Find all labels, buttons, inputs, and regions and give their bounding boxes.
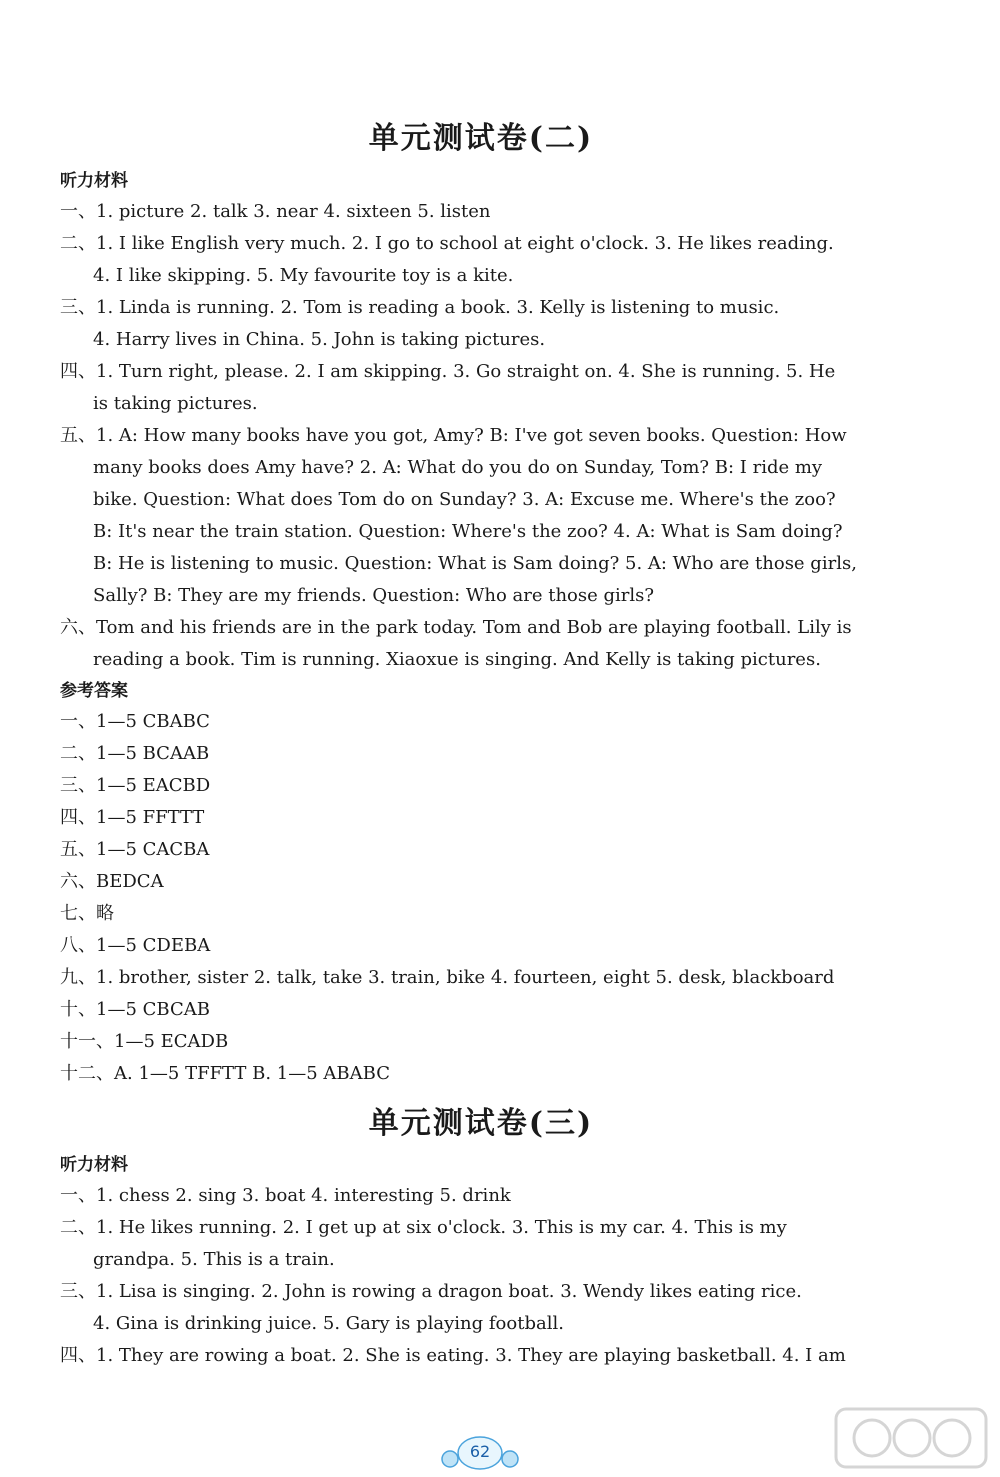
test2-listening-line: 六、Tom and his friends are in the park today. Tom and Bob are playing football. Lily is	[60, 617, 852, 638]
page-number-badge	[440, 1435, 520, 1471]
test2-listening-line: many books does Amy have? 2. A: What do you do on Sunday, Tom? B: I ride my	[93, 457, 823, 478]
test2-listening-line: Sally? B: They are my friends. Question: Who are those girls?	[93, 585, 655, 606]
test3-listening-line: grandpa. 5. This is a train.	[93, 1249, 335, 1270]
test2-listening-line: reading a book. Tim is running. Xiaoxue is singing. And Kelly is taking pictures.	[93, 649, 821, 670]
test2-answer-line: 八、1—5 CDEBA	[60, 935, 211, 956]
test2-title: 单元测试卷(二)	[368, 121, 594, 156]
test3-listening-header: 听力材料	[60, 1155, 128, 1175]
test3-listening-list	[60, 1180, 902, 1372]
test2-answer-line: 十、1—5 CBCAB	[60, 999, 210, 1020]
test2-listening-line: 二、1. I like English very much. 2. I go to school at eight o'clock. 3. He likes reading.	[60, 233, 834, 254]
test3-listening-line: 4. Gina is drinking juice. 5. Gary is playing football.	[93, 1313, 564, 1334]
test3-listening-line: 一、1. chess 2. sing 3. boat 4. interesting 5. drink	[60, 1185, 511, 1206]
test2-answer-line: 二、1—5 BCAAB	[60, 743, 210, 764]
test2-listening-line: B: He is listening to music. Question: What is Sam doing? 5. A: Who are those girls,	[93, 553, 857, 574]
test2-section	[60, 166, 902, 1090]
test2-answer-line: 七、略	[60, 903, 114, 924]
test2-answer-line: 五、1—5 CACBA	[60, 839, 210, 860]
test2-listening-header: 听力材料	[60, 171, 128, 191]
test3-title: 单元测试卷(三)	[368, 1106, 594, 1141]
test2-listening-line: bike. Question: What does Tom do on Sunday? 3. A: Excuse me. Where's the zoo?	[93, 489, 836, 510]
test2-answers-header: 参考答案	[60, 681, 128, 701]
test2-answer-line: 六、BEDCA	[60, 871, 164, 892]
test2-listening-line: 四、1. Turn right, please. 2. I am skipping. 3. Go straight on. 4. She is running. 5. He	[60, 361, 836, 382]
test2-answer-line: 四、1—5 FFTTT	[60, 807, 205, 828]
test2-listening-line: is taking pictures.	[93, 393, 258, 414]
test3-listening-line: 三、1. Lisa is singing. 2. John is rowing a dragon boat. 3. Wendy likes eating rice.	[60, 1281, 802, 1302]
test3-listening-line: 二、1. He likes running. 2. I get up at six o'clock. 3. This is my car. 4. This is my	[60, 1217, 787, 1238]
watermark-logo-icon	[832, 1403, 992, 1473]
test2-answer-line: 十一、1—5 ECADB	[60, 1031, 229, 1052]
test2-listening-line: 4. Harry lives in China. 5. John is taking pictures.	[93, 329, 546, 350]
page-number: 62	[469, 1442, 491, 1461]
test2-answer-line: 十二、A. 1—5 TFFTT B. 1—5 ABABC	[60, 1063, 390, 1084]
test2-listening-line: 4. I like skipping. 5. My favourite toy is a kite.	[93, 265, 514, 286]
test3-section	[60, 1150, 902, 1372]
test2-listening-line: 五、1. A: How many books have you got, Amy? B: I've got seven books. Question: How	[60, 425, 847, 446]
test2-answer-line: 三、1—5 EACBD	[60, 775, 211, 796]
test3-listening-line: 四、1. They are rowing a boat. 2. She is eating. 3. They are playing basketball. 4. I am	[60, 1345, 846, 1366]
test2-listening-line: B: It's near the train station. Question: Where's the zoo? 4. A: What is Sam doing?	[93, 521, 843, 542]
test2-listening-list	[60, 196, 902, 676]
test2-listening-line: 三、1. Linda is running. 2. Tom is reading a book. 3. Kelly is listening to music.	[60, 297, 780, 318]
test2-answers-list	[60, 706, 902, 1090]
test2-listening-line: 一、1. picture 2. talk 3. near 4. sixteen 5. listen	[60, 201, 491, 222]
test2-answer-line: 九、1. brother, sister 2. talk, take 3. train, bike 4. fourteen, eight 5. desk, blackboard	[60, 967, 835, 988]
test2-answer-line: 一、1—5 CBABC	[60, 711, 210, 732]
